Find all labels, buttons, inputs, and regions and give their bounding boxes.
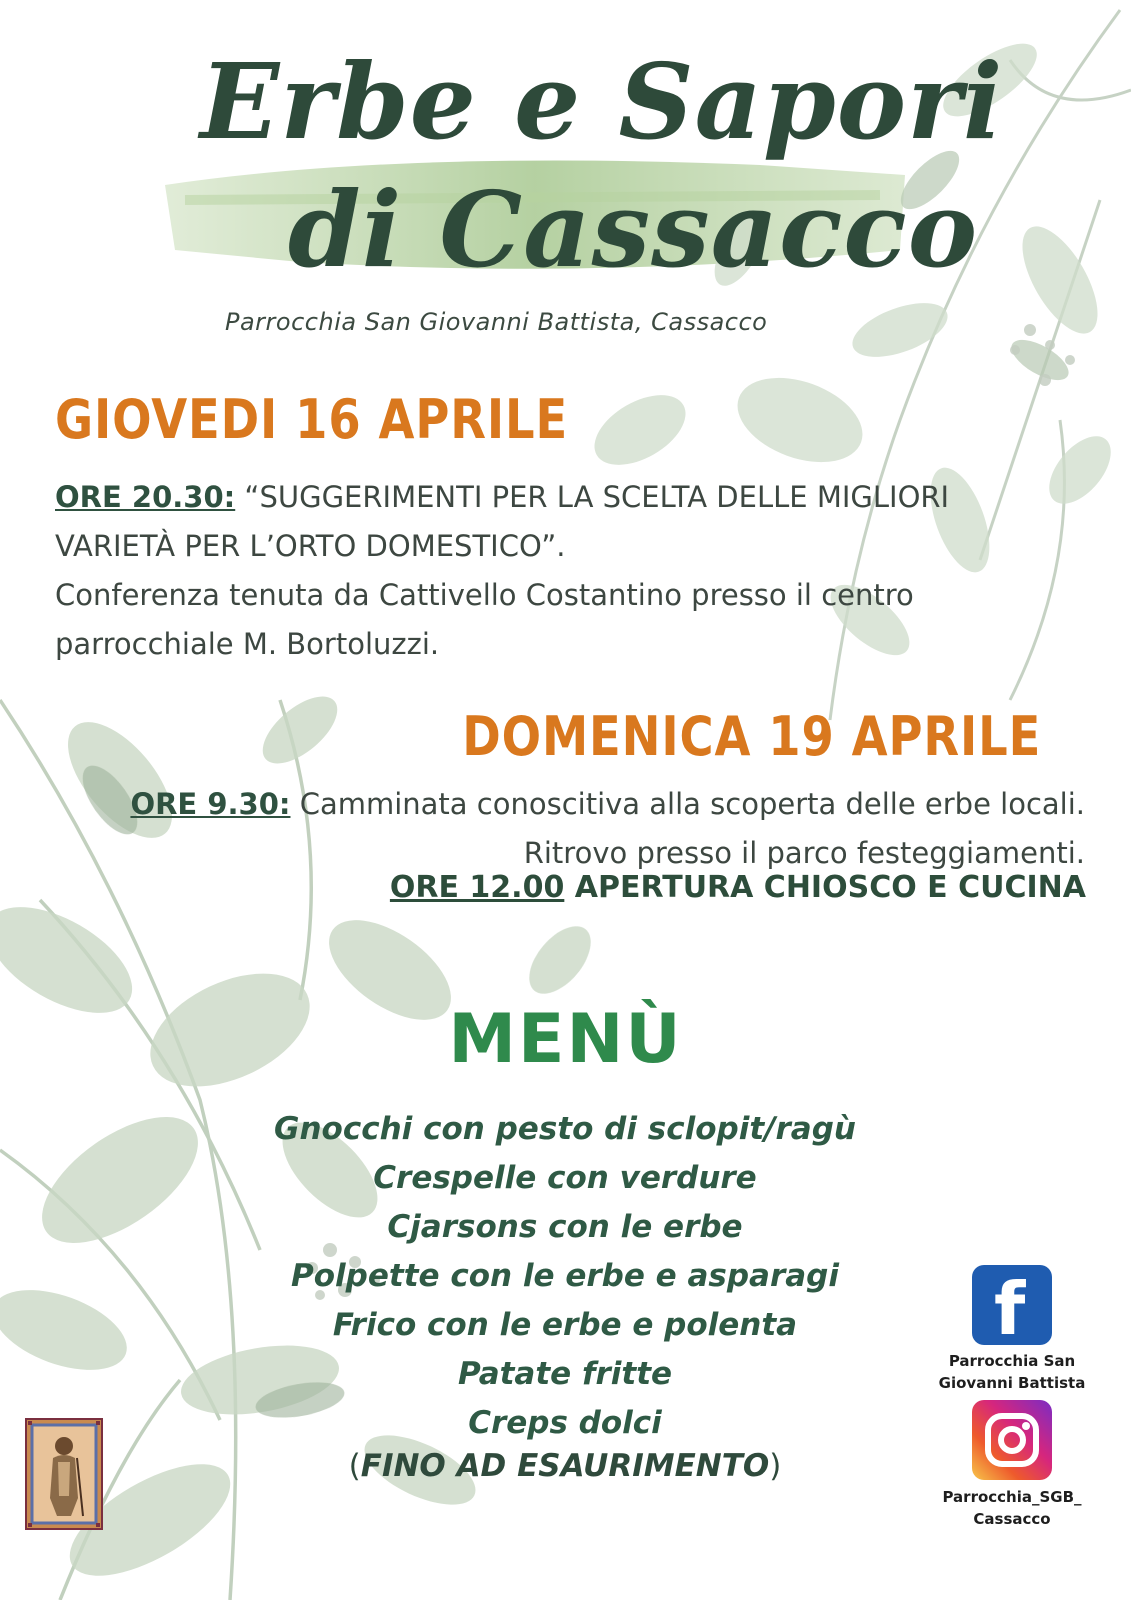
instagram-glyph — [972, 1400, 1052, 1480]
poster-title-line1: Erbe e Sapori — [200, 40, 1004, 163]
menu-item: Crespelle con verdure — [373, 1160, 757, 1196]
event1-title-text: “SUGGERIMENTI PER LA SCELTA DELLE MIGLIORI VARIETÀ PER L’ORTO DOMESTICO”. — [55, 480, 950, 563]
menu-list — [230, 1105, 900, 1448]
event2-description — [120, 780, 1085, 878]
menu-item: Frico con le erbe e polenta — [332, 1307, 798, 1343]
menu-item: Polpette con le erbe e asparagi — [291, 1258, 839, 1294]
menu-item: Patate fritte — [457, 1356, 673, 1392]
instagram-label-line2: Cassacco — [973, 1510, 1051, 1528]
menu-note — [230, 1448, 900, 1484]
menu-note-paren-open: ( — [348, 1448, 361, 1484]
event2-kiosk-text: APERTURA CHIOSCO E CUCINA — [564, 870, 1086, 905]
instagram-label-line1: Parrocchia_SGB_ — [942, 1488, 1082, 1506]
facebook-label-line1: Parrocchia San — [948, 1352, 1076, 1370]
menu-item: Gnocchi con pesto di sclopit/ragù — [274, 1111, 856, 1147]
poster-subtitle: Parrocchia San Giovanni Battista, Cassacco — [225, 308, 768, 336]
facebook-label[interactable] — [927, 1350, 1097, 1394]
facebook-label-line2: Giovanni Battista — [938, 1374, 1086, 1392]
instagram-icon[interactable] — [972, 1400, 1052, 1480]
menu-title: MENÙ — [448, 1000, 683, 1079]
event1-details-text: Conferenza tenuta da Cattivello Costantino presso il centro parrocchiale M. Bortoluzzi. — [55, 578, 914, 661]
event1-description — [55, 473, 1065, 669]
menu-note-text: FINO AD ESAURIMENTO — [360, 1448, 770, 1484]
event2-kiosk-line — [390, 870, 1086, 905]
menu-note-paren-close: ) — [769, 1448, 782, 1484]
poster-title-line2: di Cassacco — [288, 168, 979, 291]
instagram-label[interactable] — [927, 1486, 1097, 1530]
facebook-icon[interactable]: f — [972, 1265, 1052, 1345]
event1-day-heading: GIOVEDI 16 APRILE — [55, 388, 569, 451]
event2-time: ORE 9.30: — [130, 787, 291, 821]
menu-item: Creps dolci — [468, 1405, 662, 1441]
event2-kiosk-time: ORE 12.00 — [389, 870, 565, 905]
saint-emblem-icon — [25, 1418, 103, 1530]
event2-day-heading: DOMENICA 19 APRILE — [462, 705, 1041, 768]
event2-text: Camminata conoscitiva alla scoperta delle erbe locali. Ritrovo presso il parco festeggiamenti. — [290, 787, 1085, 870]
menu-item: Cjarsons con le erbe — [387, 1209, 743, 1245]
event1-time: ORE 20.30: — [55, 480, 236, 514]
